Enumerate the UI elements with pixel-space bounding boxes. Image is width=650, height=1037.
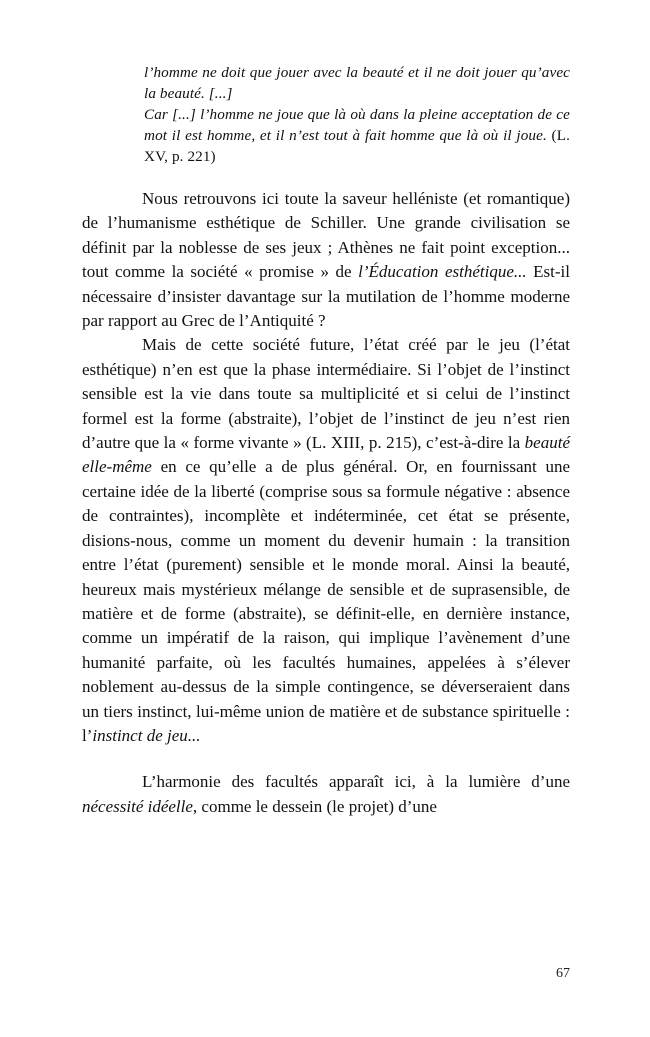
block-quote: [144, 62, 570, 167]
paragraph-2-text-c: en ce qu’elle a de plus général. Or, en fournissant une certaine idée de la liberté (comprise sous sa formule négative : absence de contraintes), incomplète et indéterminée, cet état se présente, disions-nous, comme un moment du devenir humain : la transition entre l’état (purement) sensible et le monde moral. Ainsi la beauté, heureux mais mystérieux mélange de sensible et de suprasensible, de matière et de forme (abstraite), se définit-elle, en dernière instance, comme un impératif de la raison, qui implique l’avènement d’une humanité parfaite, où les facultés humaines, appelées à s’élever noblement au-dessus de la simple contingence, se déverseraient dans un tiers instinct, lui-même union de matière et de substance spirituelle : l’: [82, 457, 570, 745]
page-number: 67: [556, 966, 570, 981]
paragraph-1: [82, 187, 570, 333]
body-text: [82, 187, 570, 819]
paragraph-2-emphasis: beauté elle-même: [82, 433, 570, 477]
paragraph-1-text-a: Nous retrouvons ici toute la saveur helléniste (et romantique) de l’humanisme esthétique de Schiller. Une grande civilisation se définit par la noblesse de ses jeux ; Athènes ne fait point exception... tout comme la société « promise » de: [82, 189, 570, 282]
quote-reference: (L. XV, p. 221): [144, 127, 570, 165]
quote-text-2: Car [...] l’homme ne joue que là où dans la pleine acceptation de ce mot il est homme, et il n’est tout à fait homme que là où il joue.: [144, 106, 570, 144]
paragraph-1-text-c: Est-il nécessaire d’insister davantage sur la mutilation de l’homme moderne par rapport au Grec de l’Antiquité ?: [82, 262, 571, 331]
paragraph-3: [82, 770, 570, 819]
paragraph-2-emphasis-end: instinct de jeu...: [92, 725, 201, 745]
page-content: [82, 62, 570, 819]
quote-line-2: [144, 104, 570, 167]
paragraph-2: [82, 333, 570, 748]
paragraph-3-text-a: L’harmonie des facultés apparaît ici, à la lumière d’une: [142, 772, 570, 792]
quote-line-1: [144, 62, 570, 104]
quote-text-1: l’homme ne doit que jouer avec la beauté et il ne doit jouer qu’avec la beauté. [...]: [144, 64, 570, 102]
paragraph-3-emphasis: nécessité idéelle: [82, 796, 193, 816]
paragraph-1-title-italic: l’Éducation esthétique...: [358, 262, 527, 282]
paragraph-3-text-c: , comme le dessein (le projet) d’une: [192, 796, 437, 816]
paragraph-2-text-a: Mais de cette société future, l’état créé par le jeu (l’état esthétique) n’en est que la phase intermédiaire. Si l’objet de l’instinct sensible est la vie dans toute sa multiplicité et si celui de l’instinct formel est la forme (abstraite), l’objet de l’instinct de jeu n’est rien d’autre que la « forme vivante » (L. XIII, p. 215), c’est-à-dire la: [82, 335, 570, 453]
